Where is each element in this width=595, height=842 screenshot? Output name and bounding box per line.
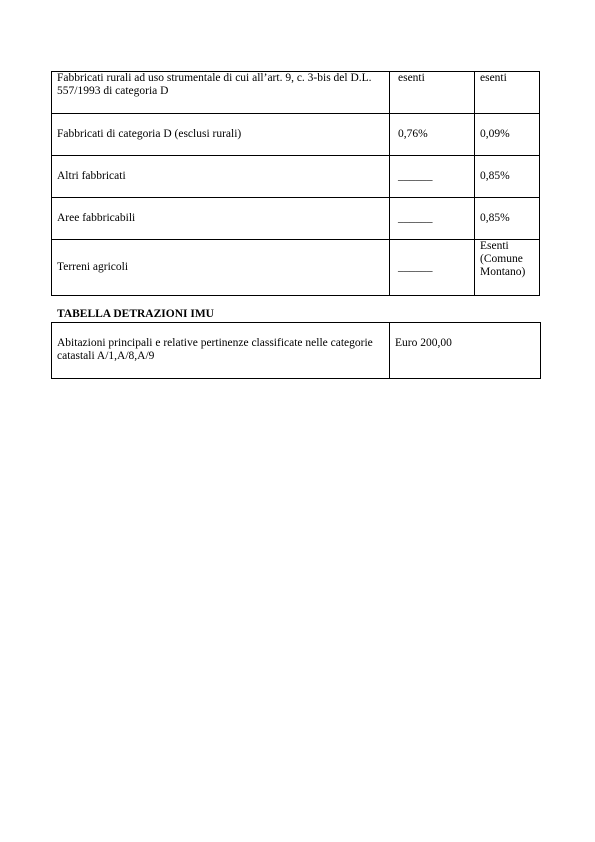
imu-deductions-table	[51, 322, 541, 379]
table-row	[52, 198, 540, 240]
imu-rates-table	[51, 71, 540, 296]
row-rate-a-placeholder: ______	[390, 156, 475, 198]
row-rate-a: 0,76%	[390, 114, 475, 156]
deduction-amount: Euro 200,00	[390, 323, 541, 379]
row-rate-a-placeholder: ______	[390, 240, 475, 296]
table-row	[52, 114, 540, 156]
row-description: Fabbricati rurali ad uso strumentale di cui all’art. 9, c. 3-bis del D.L. 557/1993 di categoria D	[52, 72, 390, 114]
row-rate-b: Esenti (Comune Montano)	[475, 240, 540, 296]
table-row	[52, 72, 540, 114]
deduction-description: Abitazioni principali e relative pertinenze classificate nelle categorie catastali A/1,A/8,A/9	[52, 323, 390, 379]
table-row	[52, 323, 541, 379]
row-rate-b: 0,09%	[475, 114, 540, 156]
row-rate-a-placeholder: ______	[390, 198, 475, 240]
row-description: Altri fabbricati	[52, 156, 390, 198]
row-description: Terreni agricoli	[52, 240, 390, 296]
row-rate-a: esenti	[390, 72, 475, 114]
row-rate-b: esenti	[475, 72, 540, 114]
row-description: Fabbricati di categoria D (esclusi rurali)	[52, 114, 390, 156]
row-rate-b: 0,85%	[475, 156, 540, 198]
table-row	[52, 156, 540, 198]
row-rate-b: 0,85%	[475, 198, 540, 240]
table-row	[52, 240, 540, 296]
row-description: Aree fabbricabili	[52, 198, 390, 240]
deductions-table-title: TABELLA DETRAZIONI IMU	[57, 308, 214, 320]
